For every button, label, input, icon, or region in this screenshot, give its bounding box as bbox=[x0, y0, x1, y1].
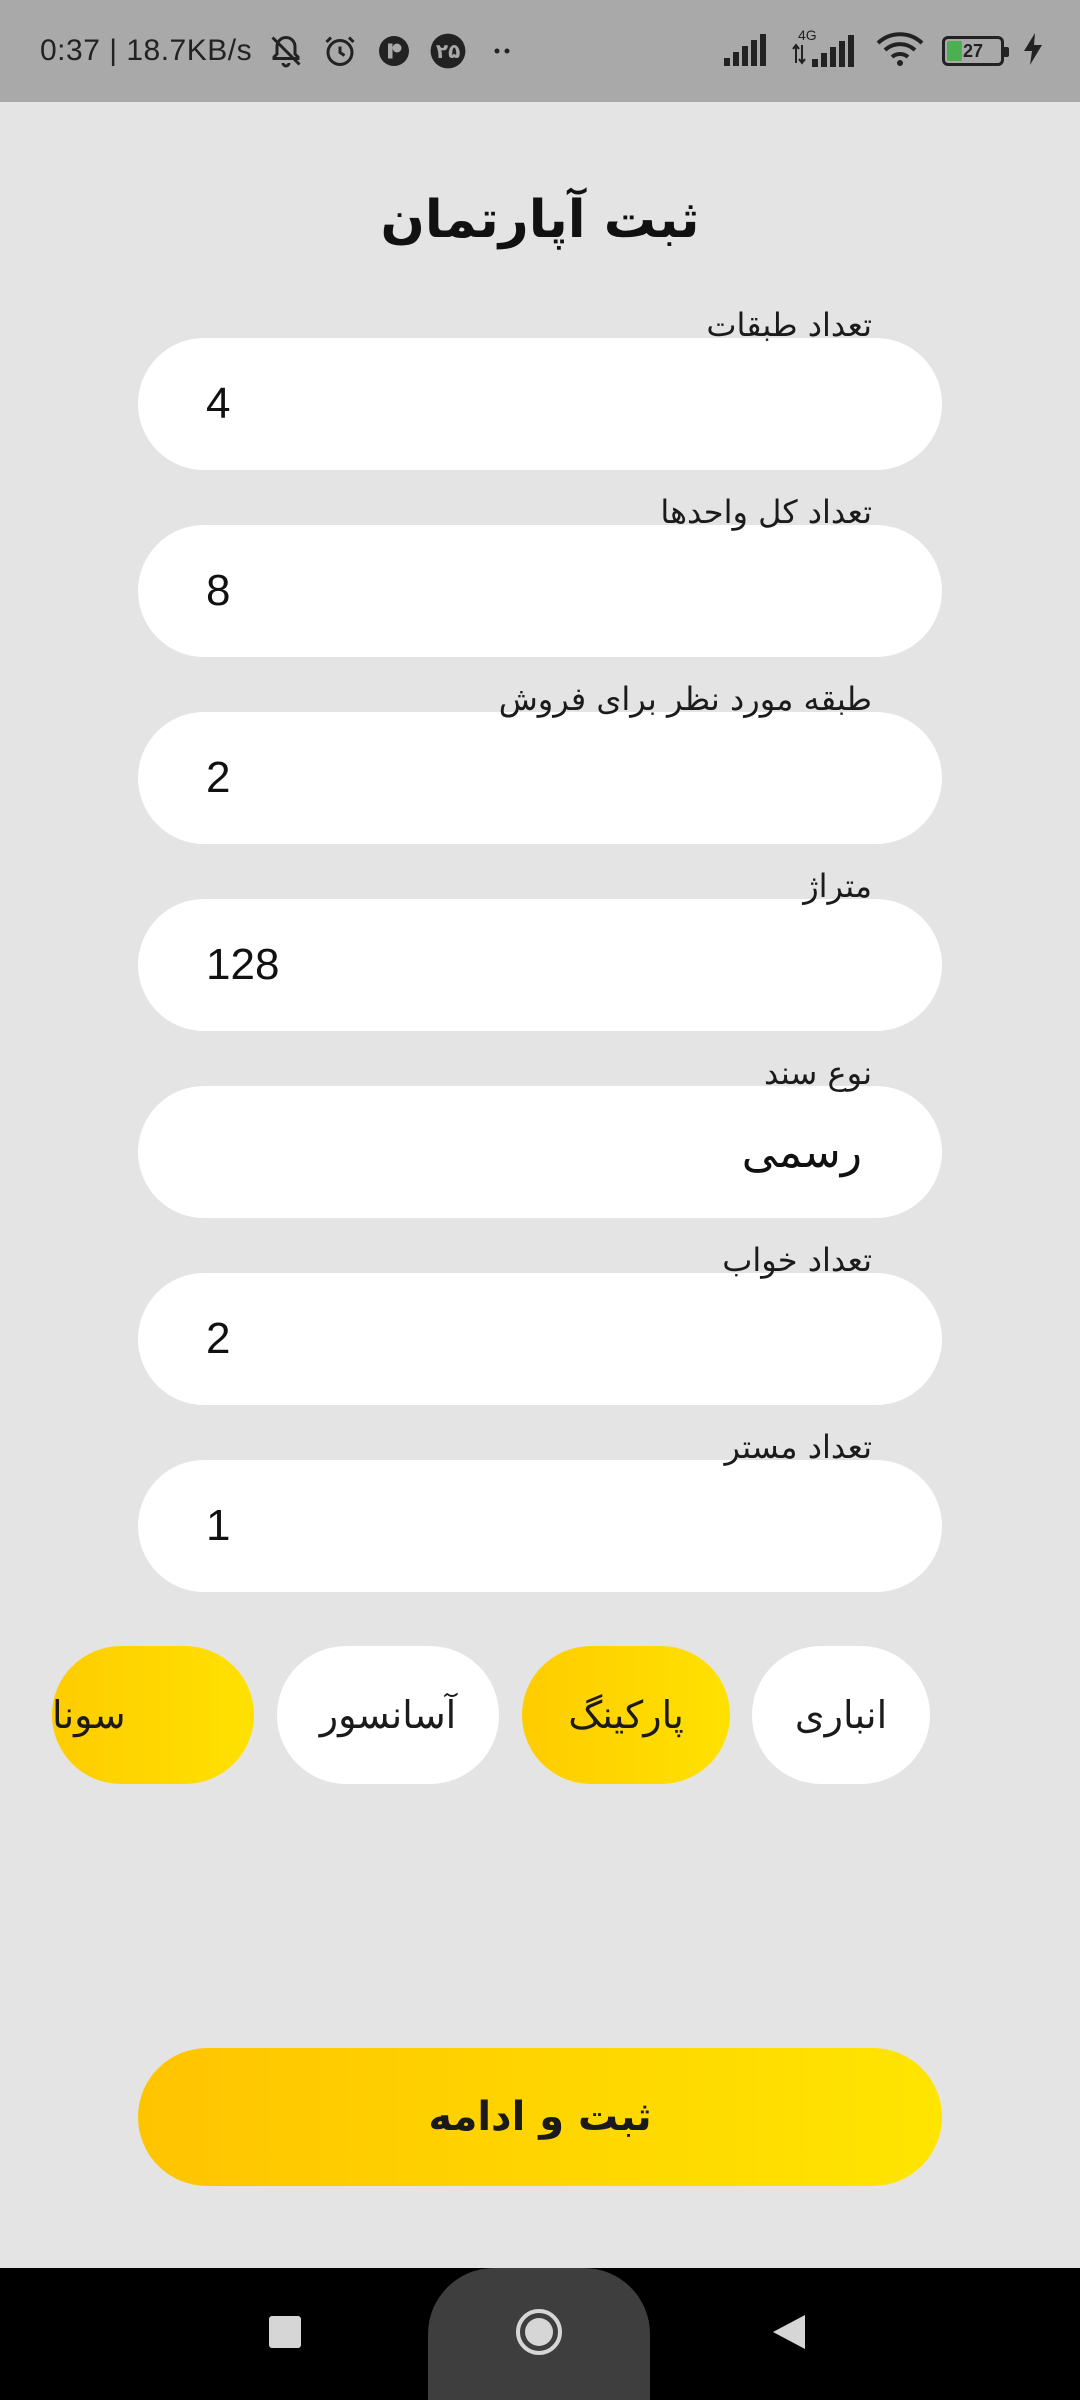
status-bar-right bbox=[724, 0, 1044, 102]
status-bar-left bbox=[40, 0, 522, 102]
chip-parking[interactable] bbox=[522, 1646, 730, 1784]
chip-storage-label: انباری bbox=[794, 1693, 888, 1737]
total-units-value: 8 bbox=[206, 566, 231, 615]
status-bar bbox=[0, 0, 1080, 102]
back-triangle-icon bbox=[771, 2313, 807, 2355]
sale-floor-value: 2 bbox=[206, 753, 231, 802]
master-rooms-input[interactable] bbox=[138, 1460, 942, 1592]
battery-icon bbox=[942, 36, 1004, 66]
chip-sauna-label: سونا bbox=[52, 1693, 126, 1737]
master-rooms-label: تعداد مستر bbox=[724, 1428, 872, 1466]
battery-fill bbox=[947, 41, 962, 61]
wifi-icon bbox=[876, 31, 924, 72]
chip-sauna[interactable] bbox=[52, 1646, 254, 1784]
bedrooms-input[interactable] bbox=[138, 1273, 942, 1405]
sale-floor-label: طبقه مورد نظر برای فروش bbox=[498, 680, 872, 718]
badge-icon bbox=[428, 31, 468, 71]
signal-4g-icon bbox=[792, 27, 858, 71]
alarm-icon bbox=[320, 31, 360, 71]
area-input[interactable] bbox=[138, 899, 942, 1031]
deed-type-label: نوع سند bbox=[764, 1054, 872, 1092]
app-notification-icon bbox=[374, 31, 414, 71]
total-units-input[interactable] bbox=[138, 525, 942, 657]
chip-elevator[interactable] bbox=[277, 1646, 499, 1784]
area-value: 128 bbox=[206, 940, 280, 989]
badge-number: ۲۵ bbox=[435, 40, 461, 63]
submit-continue-label: ثبت و ادامه bbox=[428, 2094, 652, 2140]
master-rooms-field[interactable] bbox=[138, 1428, 942, 1592]
bedrooms-label: تعداد خواب bbox=[722, 1241, 872, 1279]
page-title: ثبت آپارتمان bbox=[380, 190, 700, 250]
bedrooms-value: 2 bbox=[206, 1314, 231, 1363]
more-dots-icon bbox=[482, 31, 522, 71]
master-rooms-value: 1 bbox=[206, 1501, 231, 1550]
network-type: 4G bbox=[798, 27, 817, 43]
amenities-chip-scroller[interactable] bbox=[52, 1646, 942, 1784]
deed-type-value: رسمی bbox=[741, 1126, 862, 1178]
floors-count-label: تعداد طبقات bbox=[706, 306, 872, 344]
deed-type-select[interactable] bbox=[138, 1086, 942, 1218]
chip-elevator-label: آسانسور bbox=[319, 1693, 457, 1737]
chip-parking-label: پارکینگ bbox=[568, 1693, 684, 1737]
sale-floor-input[interactable] bbox=[138, 712, 942, 844]
recents-square-icon bbox=[268, 2315, 302, 2353]
sale-floor-field[interactable] bbox=[138, 680, 942, 844]
area-field[interactable] bbox=[138, 867, 942, 1031]
bedrooms-field[interactable] bbox=[138, 1241, 942, 1405]
deed-type-field[interactable] bbox=[138, 1054, 942, 1218]
area-label: متراژ bbox=[803, 867, 872, 905]
home-button[interactable] bbox=[484, 2268, 594, 2400]
recents-button[interactable] bbox=[230, 2268, 340, 2400]
chip-storage[interactable] bbox=[752, 1646, 930, 1784]
floors-count-value: 4 bbox=[206, 379, 231, 428]
submit-continue-button[interactable] bbox=[138, 2048, 942, 2186]
time-and-speed: 0:37 | 18.7KB/s bbox=[40, 34, 253, 67]
battery-level: 27 bbox=[962, 40, 984, 61]
floors-count-input[interactable] bbox=[138, 338, 942, 470]
total-units-label: تعداد کل واحدها bbox=[660, 493, 872, 531]
charging-bolt-icon bbox=[1022, 33, 1044, 70]
floors-count-field[interactable] bbox=[138, 306, 942, 470]
back-button[interactable] bbox=[734, 2268, 844, 2400]
total-units-field[interactable] bbox=[138, 493, 942, 657]
muted-bell-icon bbox=[266, 31, 306, 71]
home-circle-icon bbox=[514, 2307, 564, 2361]
signal-strength-icon bbox=[724, 32, 774, 71]
